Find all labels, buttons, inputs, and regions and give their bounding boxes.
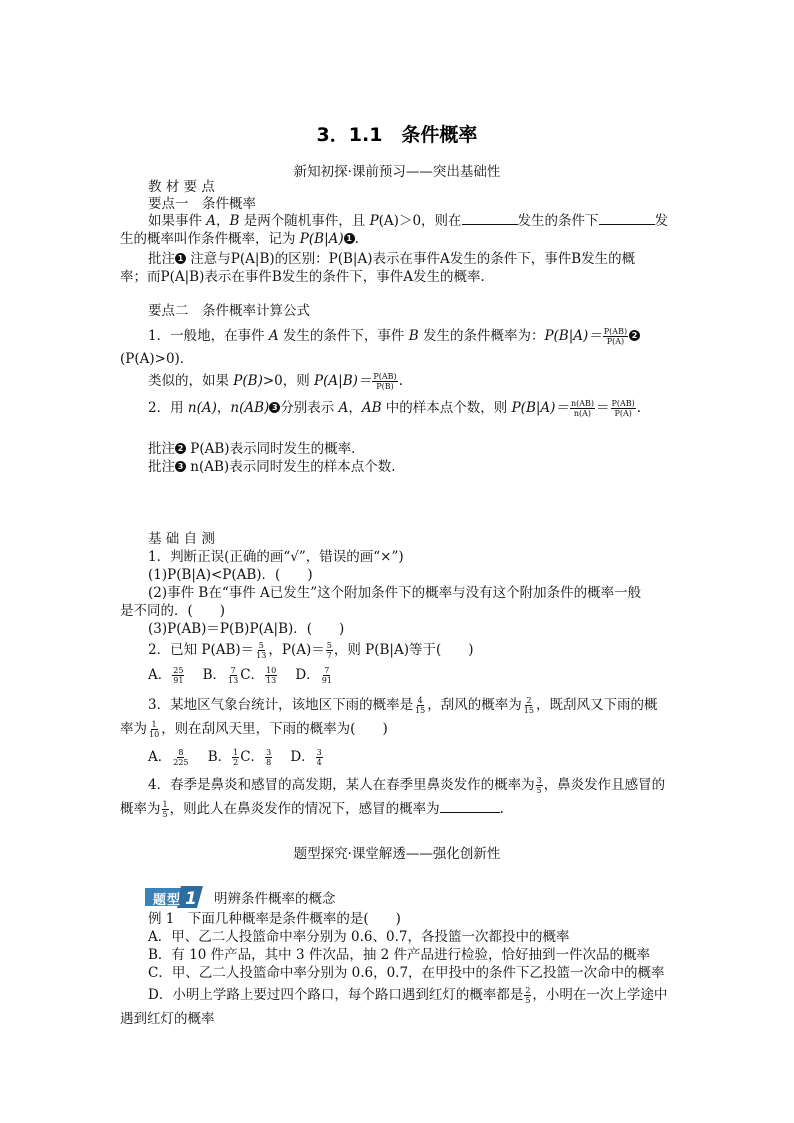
fraction-nab-over-na: $\frac{n(AB)}{n(A)}$ xyxy=(570,399,594,418)
note3-line: 批注 3 n(AB)表示同时发生的样本点个数. xyxy=(148,459,396,475)
page-title: 3．1.1 条件概率 xyxy=(316,124,478,146)
point1-line2: 生的概率叫作条件概率，记为 P(B|A) 1 . xyxy=(120,231,359,247)
fraction-pab-over-pa-2: $\frac{P(AB)}{P(A)}$ xyxy=(611,399,635,418)
example1-option-d-line1: D．小明上学路上要过四个路口，每个路口遇到红灯的概率都是 $\frac{2}{5}$ ，小明在一次上学途中 xyxy=(148,986,668,1005)
question2: 2．已知 P(AB)＝ $\frac{5}{13}$ ，P(A)＝ $\frac{5}{7}$ ，则 P(B|A)等于( ) xyxy=(148,641,474,660)
fraction-pab-over-pb: $\frac{P(AB)}{P(B)}$ xyxy=(373,372,397,391)
example1-option-b: B．有 10 件产品，其中 3 件次品，抽 2 件产品进行检验，恰好抽到一件次品的概率 xyxy=(148,947,651,963)
point1-line1: 如果事件 A，B 是两个随机事件，且 P(A)＞0，则在 发生的条件下 发 xyxy=(148,213,669,229)
note-marker-2: 2 xyxy=(629,330,640,341)
fraction-pab-over-pa: $\frac{P(AB)}{P(A)}$ xyxy=(603,327,628,346)
question2-options: A． $\frac{25}{91}$ B． $\frac{7}{13}$ C． $\frac{10}{13}$ D． $\frac{7}{91}$ xyxy=(148,666,332,685)
example1-stem: 例 1 下面几种概率是条件概率的是( ) xyxy=(148,911,401,927)
point2-item1-line1: 1．一般地，在事件 A 发生的条件下，事件 B 发生的条件概率为：P(B|A)＝ $\frac{P(AB)}{P(A)}$ 2 xyxy=(148,327,640,346)
example1-option-a: A．甲、乙二人投篮命中率分别为 0.6、0.7，各投篮一次都投中的概率 xyxy=(148,929,570,945)
note2-line: 批注 2 P(AB)表示同时发生的概率. xyxy=(148,441,356,457)
question1-item1: (1)P(B|A)<P(AB)．( ) xyxy=(148,567,313,583)
section-heading-preview: 新知初探·课前预习——突出基础性 xyxy=(293,164,501,180)
self-test-heading: 基 础 自 测 xyxy=(148,531,215,547)
question1-item2-line1: (2)事件 B在“事件 A已发生”这个附加条件下的概率与没有这个附加条件的概率一般 xyxy=(148,585,642,601)
example1-option-c: C．甲、乙二人投篮命中率分别为 0.6，0.7，在甲投中的条件下乙投篮一次命中的概率 xyxy=(148,965,665,981)
question-type-badge: 题型 1 xyxy=(145,886,203,908)
fill-blank xyxy=(440,800,500,813)
point2-item1-line2: (P(A)>0)． xyxy=(120,351,194,367)
point2-heading: 要点二 条件概率计算公式 xyxy=(148,303,310,319)
fill-blank xyxy=(599,212,655,225)
note1-line1: 批注 1 注意与P(A|B)的区别：P(B|A)表示在事件A发生的条件下，事件B发生的概 xyxy=(148,251,636,267)
question3-options: A． $\frac{8}{225}$ B． $\frac{1}{2}$ C． $\frac{3}{8}$ D． $\frac{3}{4}$ xyxy=(148,748,322,767)
point1-heading: 要点一 条件概率 xyxy=(148,196,256,212)
example1-option-d-line2: 遇到红灯的概率 xyxy=(120,1011,215,1027)
question4-line2: 概率为 $\frac{1}{5}$ ，则此人在鼻炎发作的情况下，感冒的概率为 . xyxy=(120,800,504,819)
point2-similar-line: 类似的，如果 P(B)>0，则 P(A|B)＝ $\frac{P(AB)}{P(B)}$ . xyxy=(148,372,403,391)
textbook-points-heading: 教 材 要 点 xyxy=(148,179,215,195)
fill-blank xyxy=(462,212,518,225)
question4-line1: 4．春季是鼻炎和感冒的高发期，某人在春季里鼻炎发作的概率为 $\frac{3}{5}$ ，鼻炎发作且感冒的 xyxy=(148,776,666,795)
question3-line1: 3．某地区气象台统计，该地区下雨的概率是 $\frac{4}{15}$ ，刮风的概率为 $\frac{2}{15}$ ，既刮风又下雨的概 xyxy=(148,696,658,715)
note-marker-3: 3 xyxy=(269,402,280,413)
question1: 1．判断正误(正确的画“√”，错误的画“×”) xyxy=(148,549,404,565)
point2-item2-line: 2．用 n(A)，n(AB) 3 分别表示 A，AB 中的样本点个数，则 P(B|A)＝ $\frac{n(AB)}{n(A)}$ ＝ $\frac{P(AB)}{P(A)}$ . xyxy=(148,399,642,418)
type1-title: 明辨条件概率的概念 xyxy=(214,891,336,907)
question3-line2: 率为 $\frac{1}{10}$ ，则在刮风天里，下雨的概率为( ) xyxy=(120,720,388,739)
question1-item3: (3)P(AB)＝P(B)P(A|B)．( ) xyxy=(148,621,345,637)
question1-item2-line2: 是不同的．( ) xyxy=(120,603,226,619)
note1-line2: 率；而P(A|B)表示在事件B发生的条件下，事件A发生的概率. xyxy=(120,269,485,285)
section-heading-explore: 题型探究·课堂解透——强化创新性 xyxy=(293,846,501,862)
note-marker-1: 1 xyxy=(344,233,355,244)
